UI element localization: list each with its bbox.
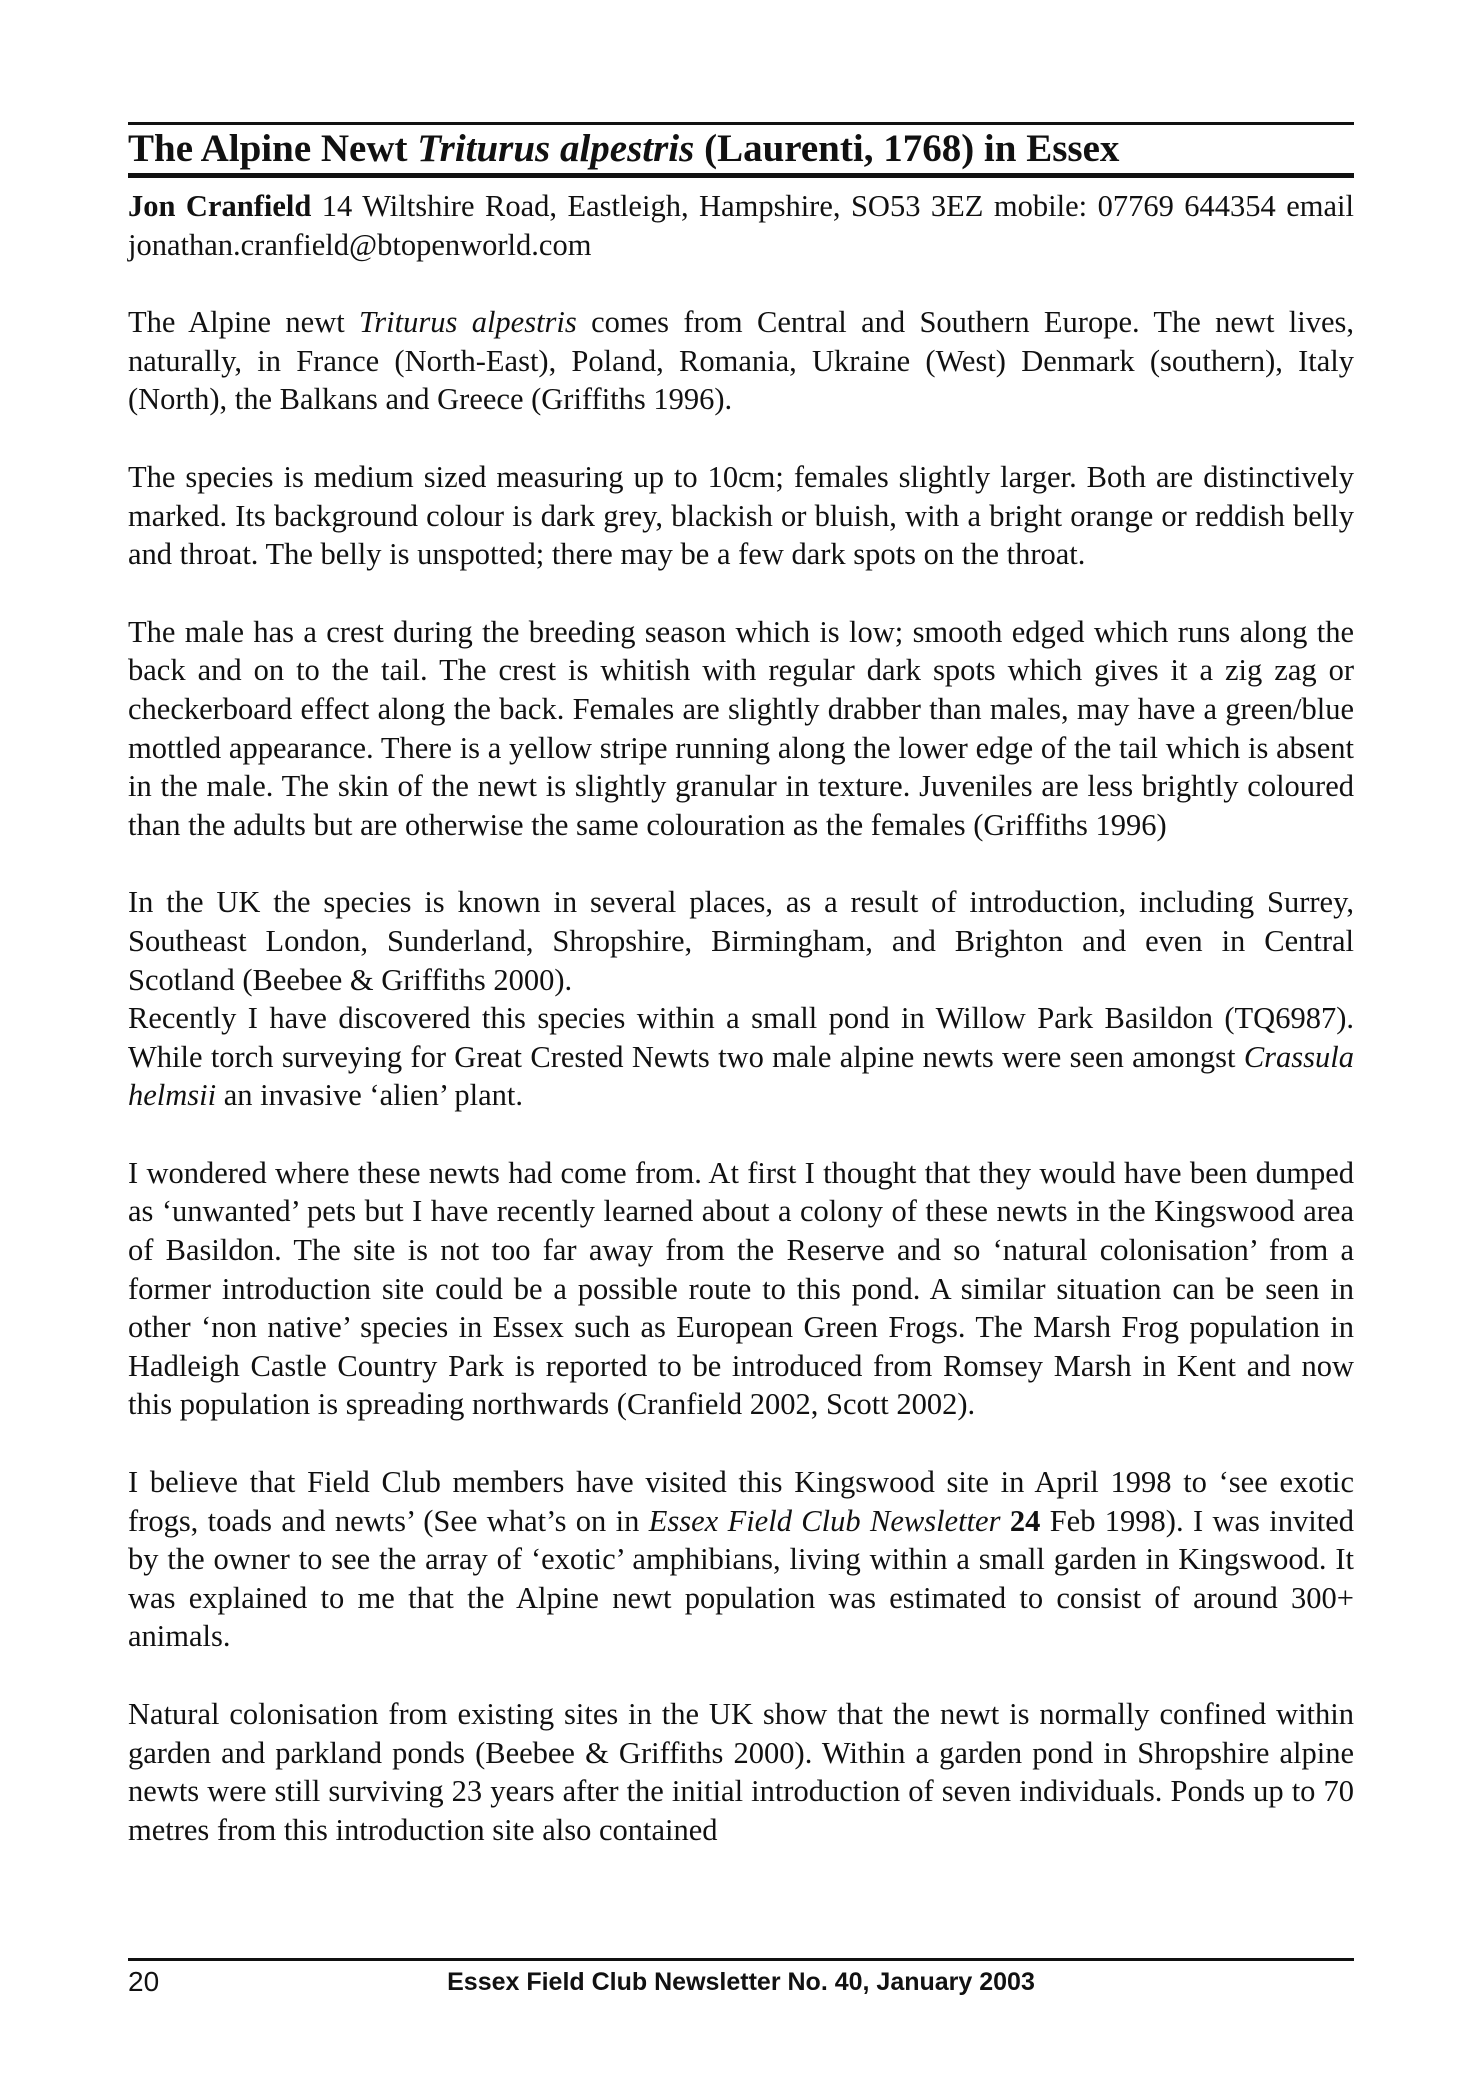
paragraph-4: In the UK the species is known in several places, as a result of introduction, including Surrey, Southeast London, Sunderland, Shropshire, Birmingham, and Brighton and even in Central Scotland (Beebee & Griffiths 2000). [128,885,1354,997]
paragraph-5-text-b: an invasive ‘alien’ plant. [216,1078,523,1113]
paragraph-5-plant: Crassula helmsii [128,1039,1354,1113]
title-top-rule [128,122,1354,125]
paragraph-5-text-a: Recently I have discovered this species within a small pond in Willow Park Basildon (TQ6987). While torch surveying for Great Crested Newts two male alpine newts were seen amongst [128,1001,1354,1074]
paragraph-2: The species is medium sized measuring up to 10cm; females slightly larger. Both are distinctively marked. Its background colour is dark grey, blackish or bluish, with a bright orange or reddish belly and throat. The belly is unspotted; there may be a few dark spots on the throat. [128,459,1354,572]
title-suffix: (Laurenti, 1768) in Essex [694,127,1120,170]
author-line [128,187,1354,264]
paragraph-1-text-b: comes from Central and Southern Europe. The newt lives, naturally, in France (North-East), Poland, Romania, Ukraine (West) Denmark (southern), Italy (North), the Balkans and Greece (Griffiths 1996). [128,305,1354,417]
paragraph-1 [128,303,1354,419]
paragraph-7-journal: Essex Field Club Newsletter [648,1503,1001,1538]
article-body [128,187,1354,1849]
footer-rule [128,1958,1354,1961]
title-species: Triturus alpestris [417,127,695,170]
paragraph-3: The male has a crest during the breeding season which is low; smooth edged which runs along the back and on to the tail. The crest is whitish with regular dark spots which gives it a zig zag or checkerboard effect along the back. Females are slightly drabber than males, may have a green/blue mottled appearance. There is a yellow stripe running along the lower edge of the tail which is absent in the male. The skin of the newt is slightly granular in texture. Juveniles are less brightly coloured than the adults but are otherwise the same colouration as the females (Griffiths 1996) [128,614,1354,842]
paragraph-7-text-a: I believe that Field Club members have visited this Kingswood site in April 1998 to ‘see exotic frogs, toads and newts’ (See what’s on in [128,1465,1354,1538]
title-bottom-rule [128,173,1354,178]
title-prefix: The Alpine Newt [128,127,418,170]
paragraph-1-text-a: The Alpine newt [128,305,360,340]
paragraph-7 [128,1463,1354,1656]
article-title [128,126,1354,172]
paragraph-1-species: Triturus alpestris [359,305,577,340]
paragraph-5 [128,999,1354,1115]
author-name: Jon Cranfield [128,189,312,223]
paragraph-7-text-b: Feb 1998). I was invited by the owner to see the array of ‘exotic’ amphibians, living within a small garden in Kingswood. It was explained to me that the Alpine newt population was estimated to consist of around 300+ animals. [128,1503,1354,1654]
page-footer [128,1966,1354,2006]
paragraph-7-issue: 24 [1000,1503,1041,1538]
page-number: 20 [128,1966,160,1997]
paragraph-6: I wondered where these newts had come from. At first I thought that they would have been dumped as ‘unwanted’ pets but I have recently learned about a colony of these newts in the Kingswood area of Basildon. The site is not too far away from the Reserve and so ‘natural colonisation’ from a former introduction site could be a possible route to this pond. A similar situation can be seen in other ‘non native’ species in Essex such as European Green Frogs. The Marsh Frog population in Hadleigh Castle Country Park is reported to be introduced from Romsey Marsh in Kent and now this population is spreading northwards (Cranfield 2002, Scott 2002). [128,1155,1354,1422]
paragraph-8: Natural colonisation from existing sites in the UK show that the newt is normally confined within garden and parkland ponds (Beebee & Griffiths 2000). Within a garden pond in Shropshire alpine newts were still surviving 23 years after the initial introduction of seven individuals. Ponds up to 70 metres from this introduction site also contained [128,1697,1354,1847]
publication-line: Essex Field Club Newsletter No. 40, January 2003 [447,1968,1035,1996]
author-details: 14 Wiltshire Road, Eastleigh, Hampshire, SO53 3EZ mobile: 07769 644354 email jonathan.cranfield@btopenworld.com [128,189,1355,262]
